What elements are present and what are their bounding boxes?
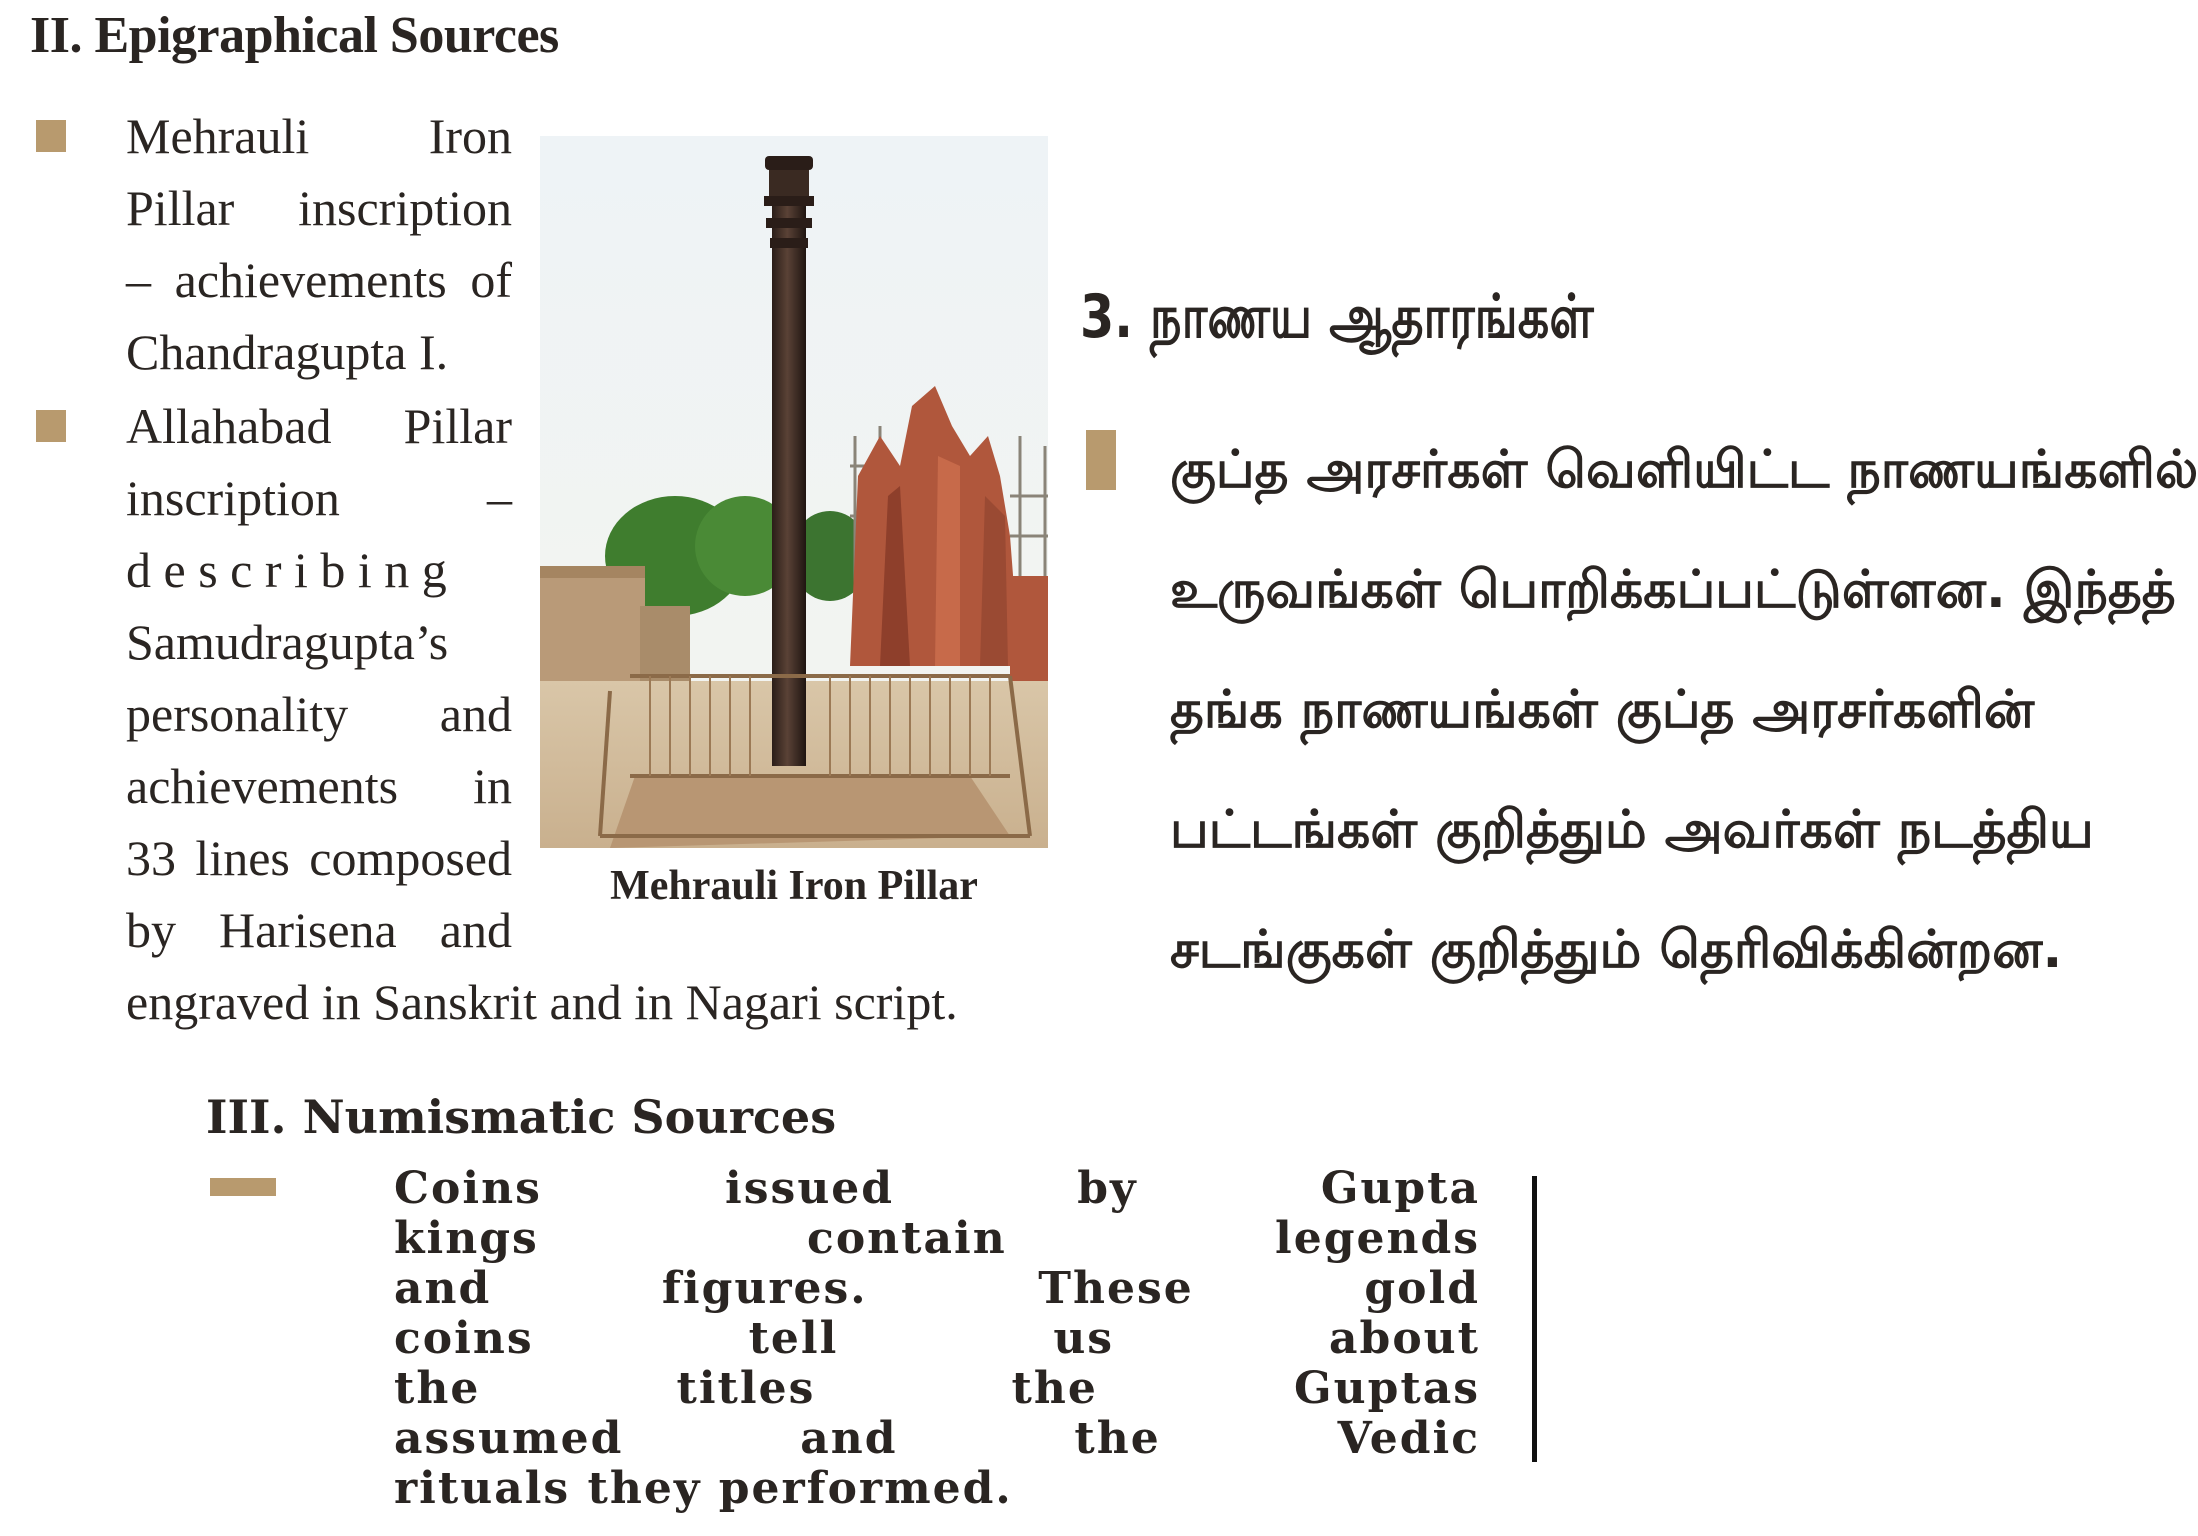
photo-caption: Mehrauli Iron Pillar: [610, 863, 978, 909]
bullet-marker: [36, 120, 66, 152]
item-text-line: Mehrauli Iron: [126, 108, 512, 164]
numismatic-text-line: Coins issued by Gupta: [394, 1163, 1480, 1214]
bullet-marker: [1086, 430, 1116, 490]
item-text-line: Allahabad Pillar: [126, 398, 512, 454]
tamil-section-heading: 3. நாணய ஆதாரங்கள்: [1080, 282, 1594, 352]
item-text-line: achievements in: [126, 758, 512, 814]
item-text-line: – achievements of: [126, 252, 512, 308]
section-heading-epigraphical: II. Epigraphical Sources: [30, 7, 559, 64]
mehrauli-iron-pillar-photo: [540, 136, 1048, 848]
numismatic-text-line: rituals they performed.: [394, 1463, 1013, 1514]
item-text-line: Chandragupta I.: [126, 324, 449, 380]
item-text-line: d e s c r i b i n g: [126, 542, 447, 598]
bullet-marker: [210, 1178, 276, 1196]
item-text-line: by Harisena and: [126, 902, 512, 958]
tamil-text-line: சடங்குகள் குறித்தும் தெரிவிக்கின்றன.: [1170, 920, 2063, 980]
item-text-line: personality and: [126, 686, 512, 742]
numismatic-text-line: the titles the Guptas: [394, 1363, 1480, 1414]
tamil-text-line: தங்க நாணயங்கள் குப்த அரசர்களின்: [1170, 680, 2035, 740]
item-text-line: Samudragupta’s: [126, 614, 449, 670]
numismatic-text-line: kings contain legends: [394, 1213, 1480, 1264]
vertical-divider: [1532, 1176, 1537, 1462]
bullet-marker: [36, 410, 66, 442]
numismatic-text-line: coins tell us about: [394, 1313, 1480, 1364]
item-text-line: 33 lines composed: [126, 830, 512, 886]
item-text-line: engraved in Sanskrit and in Nagari script.: [126, 974, 958, 1030]
numismatic-text-line: assumed and the Vedic: [394, 1413, 1480, 1464]
tamil-text-line: பட்டங்கள் குறித்தும் அவர்கள் நடத்திய: [1170, 800, 2094, 860]
tamil-text-line: குப்த அரசர்கள் வெளியிட்ட நாணயங்களில்: [1170, 440, 2198, 500]
numismatic-text-line: and figures. These gold: [394, 1263, 1480, 1314]
item-text-line: Pillar inscription: [126, 180, 512, 236]
tamil-text-line: உருவங்கள் பொறிக்கப்பட்டுள்ளன. இந்தத்: [1170, 560, 2176, 620]
item-text-line: inscription –: [126, 470, 512, 526]
section-heading-numismatic: III. Numismatic Sources: [206, 1090, 837, 1144]
